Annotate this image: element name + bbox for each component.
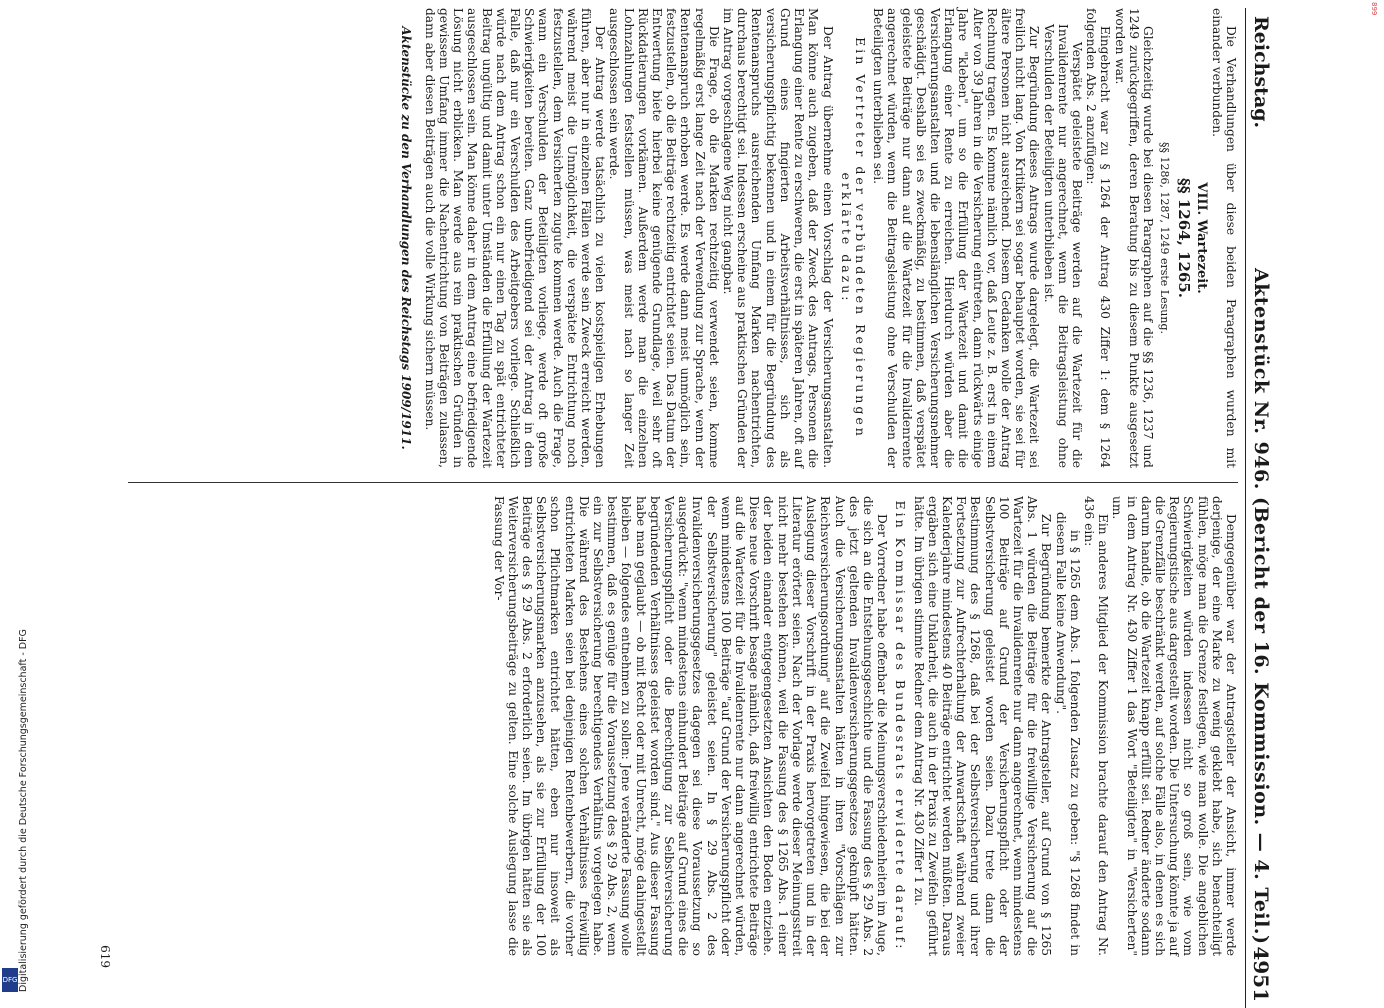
dfg-logo: DFG (2, 968, 18, 992)
header-left: Reichstag. (1250, 16, 1272, 129)
document-body (72, 8, 1282, 1008)
section-title: VIII. Wartezeit. (1193, 182, 1209, 294)
paragraph: Eingebracht war zu § 1264 der Antrag 430 Ziffer 1: dem § 1264 folgenden Abs. 2 anzufügen: (1084, 8, 1113, 468)
header-center: Aktenstück Nr. 946. (Bericht der 16. Kommission. — 4. Teil.) (1250, 268, 1272, 945)
paragraph: Zur Begründung bemerkte der Antragsteller, auf Grund von § 1265 Abs. 1 würden die Beiträge für die freiwillige Versicherung auf die Wartezeit für die Invalidenrente nur dann angerechnet, wenn mindestens 100 Beiträge auf Grund der Versicherungspflicht oder der Selbstversicherung geleistet worden seien. Dazu trete dann die Bestimmung des § 1268, daß bei der Selbstversicherung und ihrer Fortsetzung zur Aufrechterhaltung der Anwartschaft während zweier Kalenderjahre mindestens 40 Beiträge entrichtet werden müßten. Daraus ergäben sich eine Unklarheit, die auch in der Praxis zu Zweifeln geführt hätte. Im übrigen stimmte Redner dem Antrag Nr. 430 Ziffer 1 zu. (911, 496, 1054, 956)
paragraph: Demgegenüber war der Antragsteller der Ansicht, immer werde derjenige, der eine Marke zu wenig geklebt habe, sich benachteiligt fühlen, möge man die Grenze festlegen, wie man wolle. Die angeblichen Schwierigkeiten würden indessen nicht so groß sein, wie vom Regierungstische aus dargestellt worden. Die Untersuchung könnte ja auf die Grenzfälle beschränkt werden, auf solche Fälle also, in denen es sich darum handle, ob die Wartezeit knapp erfüllt sei. Redner änderte sodann in dem Antrag Nr. 430 Ziffer 1 das Wort "Beteiligten" in "Versicherten" um. (1110, 496, 1238, 956)
quoted-proposal: in § 1265 dem Abs. 1 folgenden Zusatz zu geben: "§ 1268 findet in diesem Falle keine Anwendung". (1053, 512, 1082, 956)
speaker-heading: Ein Kommissar des Bundesrats erwiderte darauf: (893, 500, 909, 952)
reading-note: §§ 1286, 1287, 1249 erste Lesung. (1158, 142, 1172, 334)
page-id-label: 899 (1370, 2, 1378, 16)
paragraph-title: §§ 1264, 1265. (1175, 177, 1194, 299)
speaker-heading: Ein Vertreter der verbündeten Regierungen erklärte dazu: (838, 37, 868, 439)
page-footer: Aktenstücke zu den Verhandlungen des Reichstags 1909/1911. (398, 26, 413, 450)
paragraph: Ein anderes Mitglied der Kommission brachte darauf den Antrag Nr. 436 ein: (1081, 496, 1111, 956)
digitization-note-text: Digitalisierung gefördert durch die Deutsche Forschungsgemeinschaft - DFG (18, 629, 29, 992)
column-divider (128, 482, 1238, 483)
paragraph: Der Antrag werde tatsächlich zu vielen kostspieligen Erhebungen führen, aber nur in einzelnen Fällen werde sein Zweck erreicht werden, während meist die Unmöglichkeit, die verspätete Entrichtung noch festzustellen, dem Versicherten zugute kommen werde. Auch die Frage, wann ein Verschulden der Beteiligten vorliege, werde oft große Schwierigkeiten bereiten. Ganz unbefriedigend sei der Antrag in dem Falle, daß nur ein Verschulden des Arbeitgebers vorliege. Schließlich würde nach dem Antrag schon ein nur einen Tag zu spät entrichteter Beitrag ungültig und damit unter Umständen die Erfüllung der Wartezeit ausgeschlossen sein. Man könne daher in dem Antrag eine befriedigende Lösung nicht erblicken. Man werde aus rein praktischen Gründen in gewissem Umfang immer die Nachentrichtung von Beiträgen zulassen, dann aber diesen Beiträgen auch die volle Wirkung sichern müssen. (422, 8, 608, 468)
paragraph: Zur Begründung dieses Antrags wurde dargelegt, die Wartezeit sei freilich nicht lang. Von Kritikern sei sogar behauptet worden, sie sei für ältere Personen nicht ausreichend. Diesem Gedanken wolle der Antrag Rechnung tragen. Es komme nämlich vor, daß Leute z. B. erst in einem Alter von 39 Jahren in die Versicherung eintreten, dann rückwärts einige Jahre "kleben", um so die Erfüllung der Wartezeit und damit die Erlangung einer Rente zu erreichen. Hierdurch würden aber die Versicherungsanstalten und die lebenslänglichen Versicherungsnehmer geschädigt. Deshalb sei es zweckmäßig, zu bestimmen, daß verspätet geleistete Beiträge nur dann auf die Wartezeit für die Invalidenrente angerechnet würden, wenn die Beitragsleistung ohne Verschulden der Beteiligten unterblieben sei. (871, 8, 1042, 468)
paragraph: Gleichzeitig wurde bei diesen Paragraphen auf die §§ 1236, 1237 und 1249 zurückgegriffen, deren Beratung bis zu diesem Punkte ausgesetzt worden war. (1112, 8, 1155, 468)
left-column (398, 8, 1238, 468)
rotated-document (72, 8, 1352, 1008)
intro-paragraph: Die Verhandlungen über diese beiden Paragraphen wurden mit einander verbunden. (1209, 8, 1238, 468)
right-column (491, 496, 1238, 956)
header-page-number: 4951 (1249, 946, 1273, 1002)
running-header (1245, 8, 1276, 1008)
paragraph: Die Frage, ob die Marken rechtzeitig verwendet seien, komme regelmäßig erst lange Zeit nach der Verwendung zur Sprache, wenn der Rentenanspruch erhoben werde. Es werde dann meist unmöglich sein, festzustellen, ob die Beiträge rechtzeitig entrichtet seien. Das Datum der Entwertung biete hierbei keine genügende Grundlage, weil sehr oft Rückdatierungen vorkämen. Außerdem werde man die einzelnen Lohnzahlungen feststellen müssen, was meist nach so langer Zeit ausgeschlossen sein werde. (607, 8, 721, 468)
bottom-page-number: 619 (98, 945, 112, 968)
quoted-proposal: Verspätet geleistete Beiträge werden auf die Wartezeit für die Invalidenrente nur angerechnet, wenn die Beitragsleistung ohne Verschulden der Beteiligten unterblieben ist. (1041, 24, 1084, 468)
paragraph: Der Vorredner habe offenbar die Meinungsverschiedenheiten im Auge, die sich an die Entstehungsgeschichte und die Fassung des § 29 Abs. 2 des jetzt geltenden Invalidenversicherungsgesetzes geknüpft hätten. Auch die Versicherungsanstalten hätten in ihren "Vorschlägen zur Reichsversicherungsordnung" auf die Zweifel hingewiesen, die bei der Auslegung dieser Vorschrift in der Praxis hervorgetreten und in der Literatur erörtert seien. Nach der Vorlage werde dieser Meinungsstreit nicht mehr bestehen können, weil die Fassung des § 1265 Abs. 1 einer der beiden einander entgegengesetzten Ansichten den Boden entziehe. Diese neue Vorschrift besage nämlich, daß freiwillig entrichtete Beiträge auf die Wartezeit für die Invalidenrente nur dann angerechnet würden, wenn mindestens 100 Beiträge "auf Grund der Versicherungspflicht oder der Selbstversicherung" geleistet seien. In § 29 Abs. 2 des Invalidenversicherungsgesetzes dagegen sei diese Voraussetzung so ausgedrückt: "wenn mindestens einhundert Beiträge auf Grund eines die Versicherungspflicht oder die Berechtigung zur Selbstversicherung begründenden Verhältnisses geleistet worden sind." Aus dieser Fassung habe man geglaubt — ob mit Recht oder mit Unrecht, möge dahingestellt bleiben — folgendes entnehmen zu sollen: Jene veränderte Fassung wolle bestimmen, daß es genüge für die Voraussetzung des § 29 Abs. 2, wenn ein zur Selbstversicherung berechtigendes Verhältnis vorgelegen habe. Die während des Bestehens eines solchen Verhältnisses freiwillig entrichteten Marken seien bei denjenigen Rentenbewerbern, die vorher schon Pflichtmarken entrichtet hätten, eben nur insoweit als Selbstversicherungsmarken anzusehen, als sie zur Erfüllung der 100 Beiträge des § 29 Abs. 2 erforderlich seien. Im übrigen hätten sie als Weiterversicherungsbeiträge zu gelten. Eine solche Auslegung lasse die Fassung der Vor- (491, 496, 890, 956)
paragraph: Der Antrag übernehme einen Vorschlag der Versicherungsanstalten. Man könne auch zugeben, daß der Zweck des Antrags, Personen die Erlangung einer Rente zu erschweren, die erst in späteren Jahren, oft auf Grund eines fingierten Arbeitsverhältnisses, sich als versicherungspflichtig bekennen und in einem für die Begründung des Rentenanspruchs ausreichenden Umfang Marken nachentrichten, durchaus berechtigt sei. Indessen erscheine aus praktischen Gründen der im Antrag vorgeschlagene Weg nicht gangbar. (721, 8, 835, 468)
digitization-note (4, 600, 29, 995)
